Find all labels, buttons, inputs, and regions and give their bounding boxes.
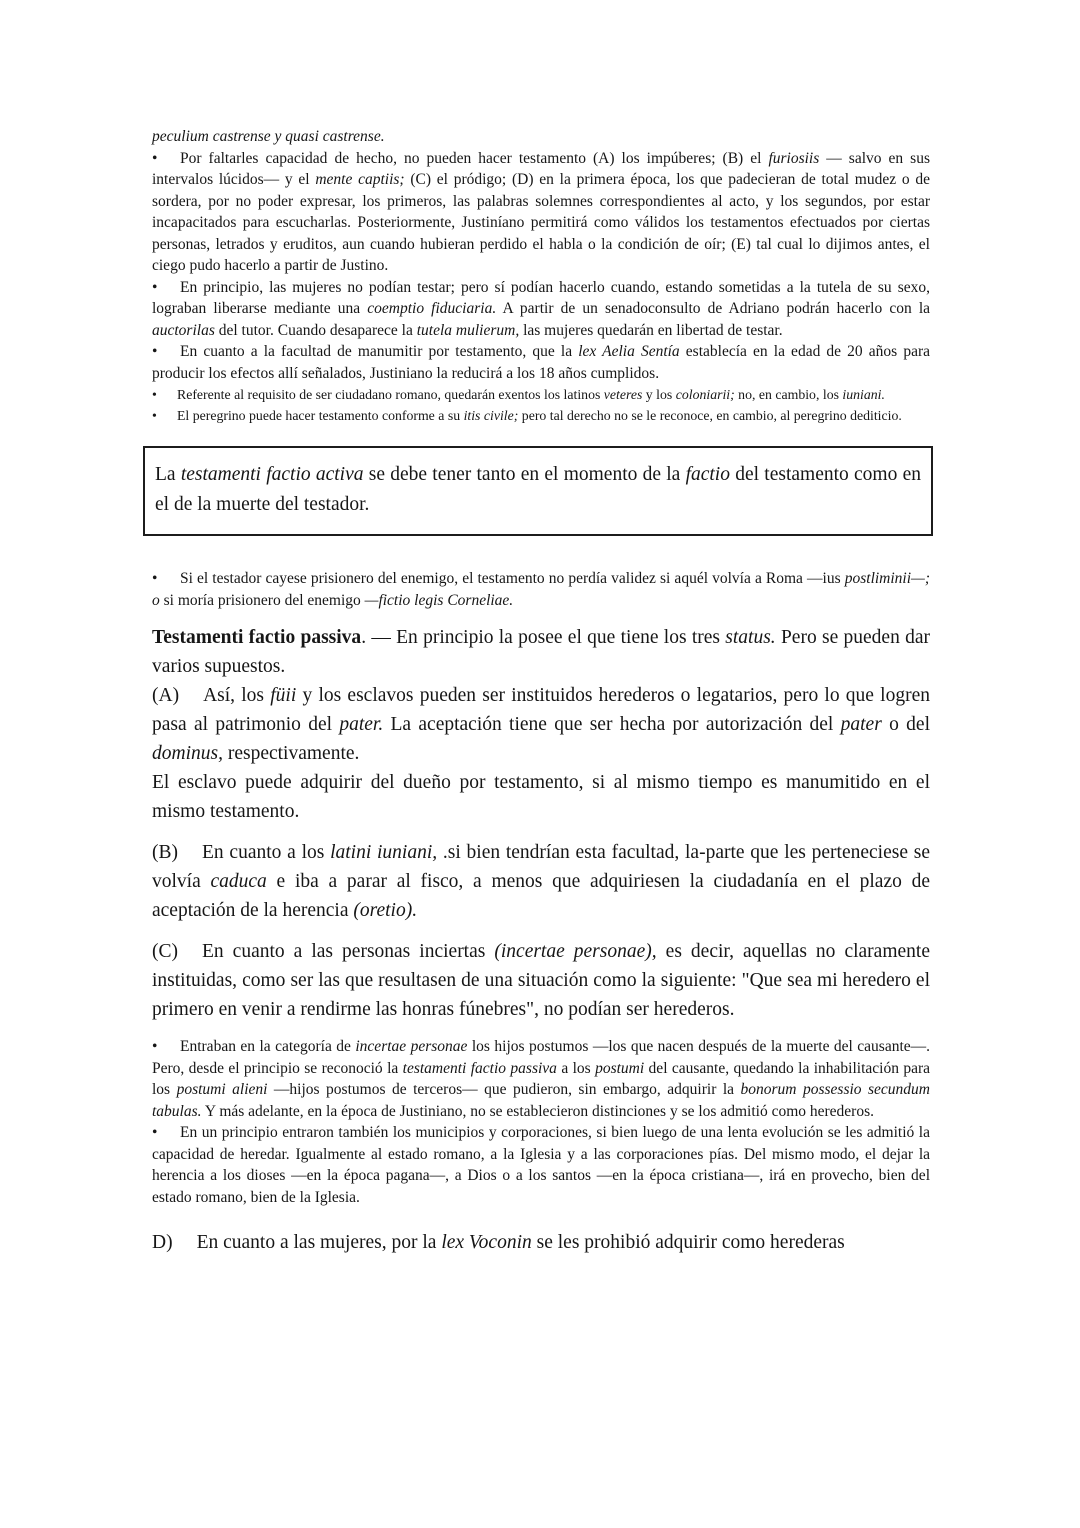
paragraph bbox=[152, 838, 930, 925]
text-segment: Entraban en la categoría de bbox=[180, 1038, 356, 1055]
boxed-note bbox=[143, 446, 933, 536]
text-segment: lex Aelia Sentía bbox=[578, 343, 680, 360]
text-segment: pero tal derecho no se le reconoce, en cambio, al peregrino dediticio. bbox=[518, 408, 902, 423]
paragraph bbox=[152, 277, 930, 342]
text-segment: (oretio). bbox=[353, 900, 418, 921]
paragraph bbox=[152, 148, 930, 277]
text-segment: no, en cambio, los bbox=[734, 387, 843, 402]
text-segment: o bbox=[152, 591, 160, 609]
text-segment: o del bbox=[881, 714, 930, 735]
text-segment: a los bbox=[556, 1059, 596, 1077]
text-segment: lex Voconin bbox=[441, 1232, 532, 1253]
text-segment: si moría prisionero del enemigo bbox=[159, 591, 365, 609]
text-segment: — salvo en sus intervalos lúcidos— y el bbox=[152, 149, 930, 188]
text-segment: Y más adelante, en la época de Justiniano, no se establecieron distinciones y se los admitió como herederos. bbox=[201, 1102, 875, 1120]
text-segment: itis civile; bbox=[463, 408, 519, 423]
text-segment: Testamenti factio passiva bbox=[152, 627, 362, 648]
text-segment: Por faltarles capacidad de hecho, no pueden hacer testamento (A) los impúberes; (B) el bbox=[180, 149, 769, 167]
text-segment: En principio, las mujeres no podían testar; pero sí podían hacerlo cuando, estando sometidas a la tutela de su sexo, lograban liberarse mediante una bbox=[152, 278, 930, 317]
text-segment: La aceptación tiene que ser hecha por autorización del bbox=[383, 714, 841, 735]
paragraph bbox=[152, 1122, 930, 1208]
text-segment: (incertae personae), bbox=[494, 941, 657, 962]
text-segment: Así, los bbox=[203, 685, 271, 706]
paragraph bbox=[152, 1228, 930, 1257]
text-segment: En cuanto a las mujeres, por la bbox=[196, 1232, 442, 1253]
text-segment: del tutor. Cuando desaparece la bbox=[214, 321, 417, 339]
text-segment: dominus, bbox=[152, 743, 223, 764]
text-segment: caduca bbox=[210, 871, 267, 892]
paragraph bbox=[152, 937, 930, 1024]
text-segment: establecía en la edad de 20 años para producir los efectos allí señalados, Justiniano la reducirá a los 18 años cumplidos. bbox=[152, 343, 930, 382]
bullet-marker: • bbox=[152, 408, 157, 423]
text-segment: En un principio entraron también los municipios y corporaciones, si bien luego de una lenta evolución se les admitió la capacidad de heredar. Igualmente al estado romano, a la Iglesia y a las corporaciones pías. Del mismo modo, el dejar la herencia a los dioses —en la época pagana—, a Dios o a los santos —en la época cristiana—, irá en provecho, bien del estado romano, bien de la Iglesia. bbox=[152, 1124, 930, 1206]
text-segment: y los esclavos pueden ser instituidos herederos o legatarios, pero lo que logren pasa al patrimonio del bbox=[152, 685, 930, 735]
paragraph bbox=[152, 384, 930, 405]
paragraph bbox=[152, 341, 930, 384]
text-segment: se les prohibió adquirir como herederas bbox=[531, 1232, 845, 1253]
text-segment: e iba a parar al fisco, a menos que adquiriesen la ciudadanía en el plazo de aceptación de la herencia bbox=[152, 871, 931, 921]
paragraph bbox=[152, 768, 930, 826]
text-segment: del testamento como en el de la muerte del testador. bbox=[155, 464, 921, 515]
text-segment: La bbox=[155, 464, 181, 485]
text-segment: A partir de un senadoconsulto de Adriano podrán hacerlo con la bbox=[496, 300, 931, 317]
text-segment: tutela mulierum, bbox=[416, 321, 520, 339]
text-segment: (C) el pródigo; (D) en la primera época, los que padecieran de total mudez o de sordera, por no poder expresar, los primeros, las palabras solemnes correspondientes al acto, y los segundos, por estar incapacitados para escucharlas. Posteriormente, Justiníano permitirá como válidos los testamentos efectuados por ciertas personas, letrados y eruditos, aun cuando hubieran perdido el habla o la condición de oír; (E) tal cual lo dijimos antes, el ciego pudo hacerlo a partir de Justino. bbox=[152, 171, 930, 274]
bullet-marker: • bbox=[152, 278, 158, 296]
paragraph bbox=[152, 623, 930, 681]
text-segment: El peregrino puede hacer testamento conforme a su bbox=[177, 408, 464, 423]
paragraph bbox=[152, 126, 930, 148]
text-segment: las mujeres quedarán en libertad de testar. bbox=[519, 321, 783, 339]
text-segment: postumi bbox=[595, 1059, 645, 1077]
text-segment: füii bbox=[270, 685, 297, 706]
text-segment: El esclavo puede adquirir del dueño por testamento, si al mismo tiempo es manumitido en el mismo testamento. bbox=[152, 772, 930, 822]
text-segment: En cuanto a las personas inciertas bbox=[202, 941, 495, 962]
text-segment: status. bbox=[725, 627, 776, 648]
text-segment: coemptio fiduciaria. bbox=[367, 300, 497, 317]
bullet-marker: • bbox=[152, 570, 158, 587]
text-segment: Si el testador cayese prisionero del enemigo, el testamento no perdía validez si aquél volvía a Roma —ius bbox=[180, 570, 845, 587]
text-segment: testamenti factio passiva bbox=[402, 1059, 557, 1077]
text-segment: incertae personae bbox=[355, 1038, 468, 1055]
text-segment: pater. bbox=[339, 714, 384, 735]
text-segment: los hijos postumos —los que nacen después de la muerte del causante—. Pero, desde el principio se reconoció la bbox=[152, 1038, 931, 1077]
text-segment: latini iuniani, bbox=[330, 842, 438, 863]
paragraph bbox=[152, 568, 930, 611]
text-segment: Pero se pueden dar varios supuestos. bbox=[152, 627, 931, 677]
list-label: (C) bbox=[152, 941, 178, 962]
list-label: D) bbox=[152, 1232, 173, 1253]
text-segment: .si bien tendrían esta facultad, la-parte que les perteneciese se volvía bbox=[152, 842, 930, 892]
text-segment: factio bbox=[685, 464, 730, 485]
text-segment: furiosiis bbox=[768, 149, 820, 167]
bullet-marker: • bbox=[152, 387, 157, 402]
paragraph bbox=[152, 681, 930, 768]
text-segment: pater bbox=[840, 714, 882, 735]
text-segment: es decir, aquellas no claramente instituidas, como ser las que resultasen de una situación como la siguiente: "Que sea mi heredero el primero en venir a rendirme las honras fúnebres", no podían ser herederos. bbox=[152, 941, 930, 1020]
text-segment: testamenti factio activa bbox=[180, 464, 364, 485]
text-segment: se debe tener tanto en el momento de la bbox=[363, 464, 686, 485]
list-label: (B) bbox=[152, 842, 178, 863]
text-segment: y los bbox=[642, 387, 676, 402]
text-segment: postumi alieni bbox=[176, 1081, 268, 1098]
paragraph bbox=[152, 1036, 930, 1122]
text-segment: del causante, quedando la inhabilitación para los bbox=[152, 1059, 931, 1098]
text-segment: coloniarii; bbox=[675, 387, 735, 402]
document-content bbox=[152, 126, 930, 1257]
text-segment: peculium castrense y quasi castrense. bbox=[152, 128, 385, 145]
paragraph bbox=[152, 405, 930, 426]
text-segment: iuniani. bbox=[842, 387, 885, 402]
bullet-marker: • bbox=[152, 343, 158, 360]
text-segment: —hijos postumos de terceros— que pudieron, sin embargo, adquirir la bbox=[267, 1081, 741, 1098]
text-segment: En cuanto a la facultad de manumitir por testamento, que la bbox=[180, 343, 579, 360]
bullet-marker: • bbox=[152, 1038, 158, 1055]
text-segment: veteres bbox=[603, 387, 643, 402]
bullet-marker: • bbox=[152, 1124, 158, 1141]
list-label: (A) bbox=[152, 685, 180, 706]
text-segment: mente captiis; bbox=[315, 171, 405, 188]
text-segment: bonorum possessio secundum tabulas. bbox=[152, 1081, 931, 1120]
text-segment: respectivamente. bbox=[222, 743, 360, 764]
text-segment: auctorilas bbox=[152, 321, 215, 339]
bullet-marker: • bbox=[152, 149, 158, 167]
text-segment: . — En principio la posee el que tiene los tres bbox=[361, 627, 726, 648]
text-segment: En cuanto a los bbox=[202, 842, 331, 863]
text-segment: postliminii—; bbox=[844, 570, 930, 587]
text-segment: —fictio legis Corneliae. bbox=[364, 591, 514, 609]
text-segment: Referente al requisito de ser ciudadano romano, quedarán exentos los latinos bbox=[177, 387, 604, 402]
